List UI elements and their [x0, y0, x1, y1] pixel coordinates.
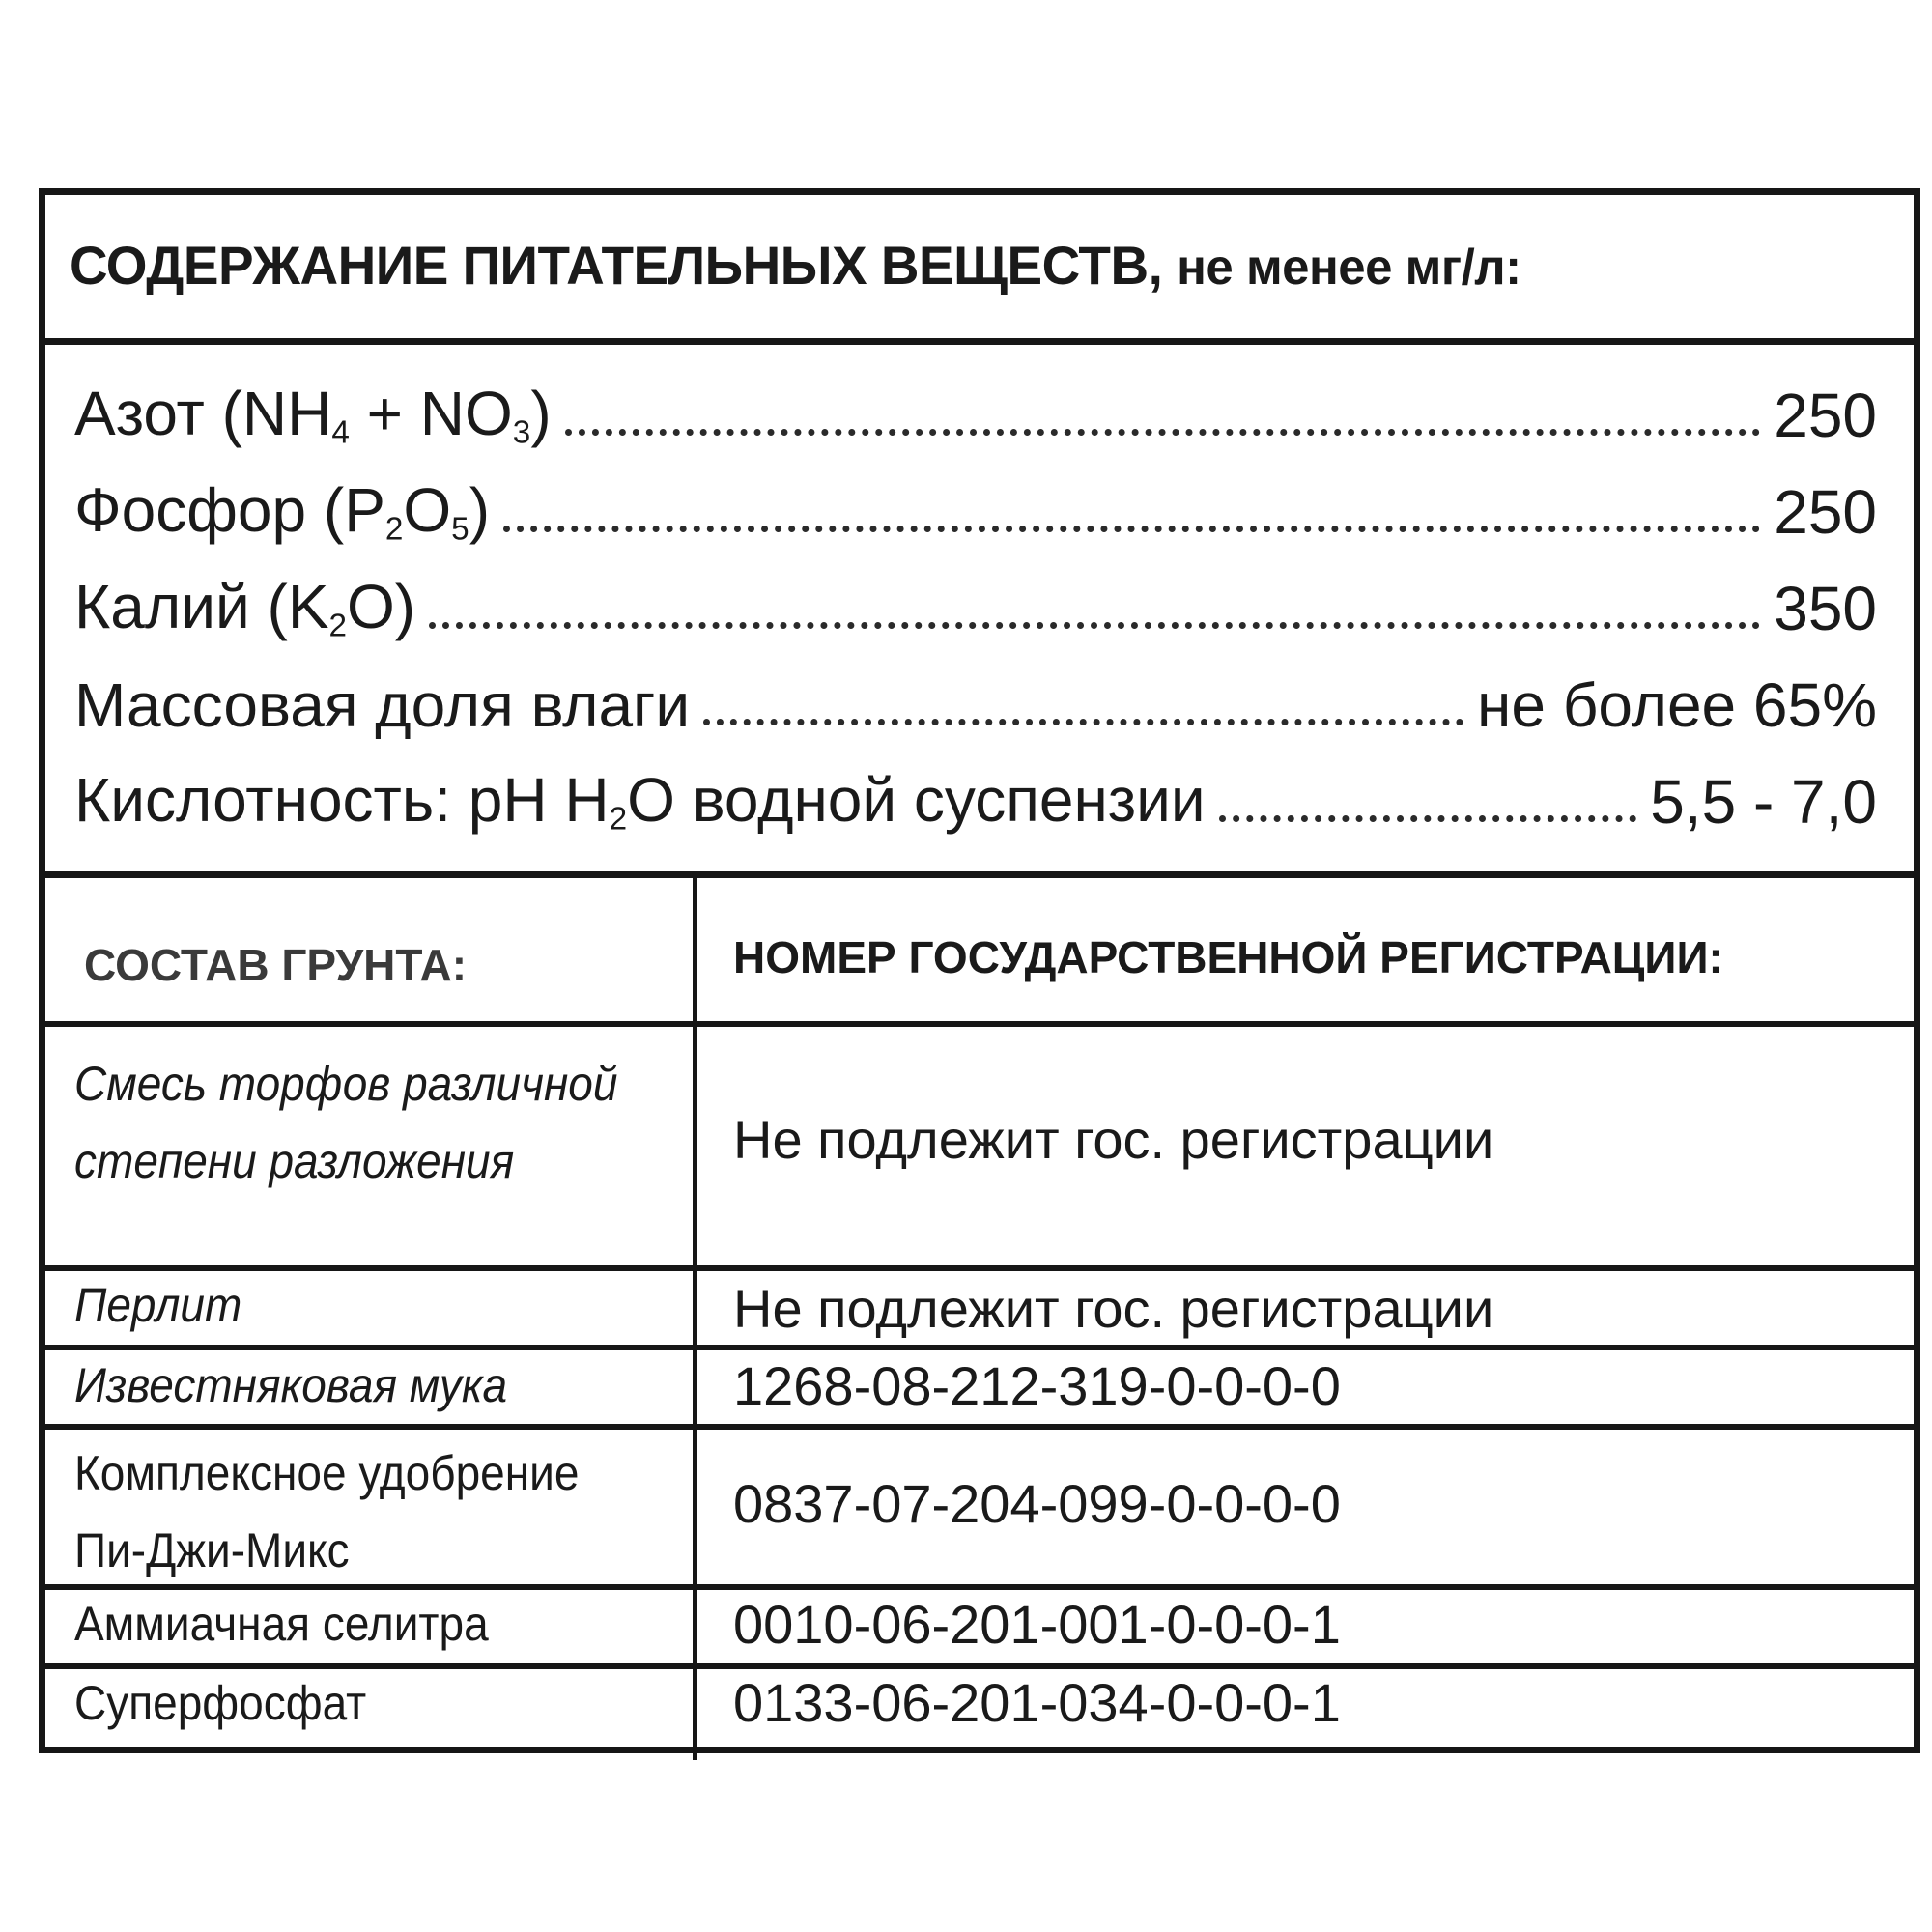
registration-cell: 0133-06-201-034-0-0-0-1: [733, 1672, 1341, 1733]
row-divider: [45, 1663, 1914, 1669]
table-column-divider: [693, 871, 697, 1760]
label-frame: [39, 188, 1920, 1753]
nutrient-row-potassium: [74, 557, 1877, 644]
nutrient-row-phosphorus: [74, 461, 1877, 548]
dot-leader: [503, 526, 1760, 532]
row-divider: [45, 1265, 1914, 1271]
composition-header: СОСТАВ ГРУНТА:: [84, 940, 468, 990]
registration-cell: 0010-06-201-001-0-0-0-1: [733, 1594, 1341, 1655]
dot-leader: [565, 429, 1761, 436]
nutrient-row-nitrogen: [74, 364, 1877, 451]
component-cell: Аммиачная селитра: [74, 1597, 489, 1651]
component-cell: Комплексное удобрение Пи-Джи-Микс: [74, 1446, 580, 1577]
nutrient-row-acidity: [74, 751, 1877, 838]
nutrient-label: Массовая доля влаги: [74, 670, 691, 740]
table-header-divider: [45, 1021, 1914, 1027]
nutrient-row-moisture: [74, 654, 1877, 741]
header-divider: [45, 338, 1914, 345]
nutrient-value: 250: [1774, 381, 1877, 450]
registration-cell: 1268-08-212-319-0-0-0-0: [733, 1355, 1341, 1416]
component-cell: Известняковая мука: [74, 1358, 508, 1412]
nutrient-value: 250: [1774, 477, 1877, 547]
nutrient-label: Калий $(K_2O)$: [74, 571, 416, 643]
nutrients-heading-unit: не менее мг/л:: [1177, 240, 1521, 296]
nutrients-heading-bold: СОДЕРЖАНИЕ ПИТАТЕЛЬНЫХ ВЕЩЕСТВ,: [70, 235, 1163, 296]
nutrient-value: 5,5 - 7,0: [1650, 767, 1877, 837]
registration-header: НОМЕР ГОСУДАРСТВЕННОЙ РЕГИСТРАЦИИ:: [733, 932, 1723, 982]
registration-cell: 0837-07-204-099-0-0-0-0: [733, 1473, 1341, 1534]
nutrient-label: Фосфор $(P_2O_5)$: [74, 474, 490, 547]
component-cell: Перлит: [74, 1278, 242, 1332]
dot-leader: [429, 622, 1760, 629]
registration-cell: Не подлежит гос. регистрации: [733, 1109, 1494, 1170]
nutrient-value: не более 65%: [1477, 670, 1877, 740]
nutrient-label: Кислотность: pH $H_2O$ водной суспензии: [74, 764, 1206, 837]
nutrients-heading: [70, 234, 1521, 297]
row-divider: [45, 1345, 1914, 1350]
row-divider: [45, 1424, 1914, 1430]
component-cell: Суперфосфат: [74, 1676, 367, 1730]
dot-leader: [1219, 815, 1637, 822]
nutrient-label: Азот $(NH_4 + NO_3)$: [74, 378, 552, 450]
component-cell: Смесь торфов различной степени разложения: [74, 1057, 618, 1188]
registration-cell: Не подлежит гос. регистрации: [733, 1278, 1494, 1339]
dot-leader: [703, 719, 1463, 725]
row-divider: [45, 1584, 1914, 1590]
nutrient-value: 350: [1774, 574, 1877, 643]
nutrients-table-divider: [45, 871, 1914, 878]
